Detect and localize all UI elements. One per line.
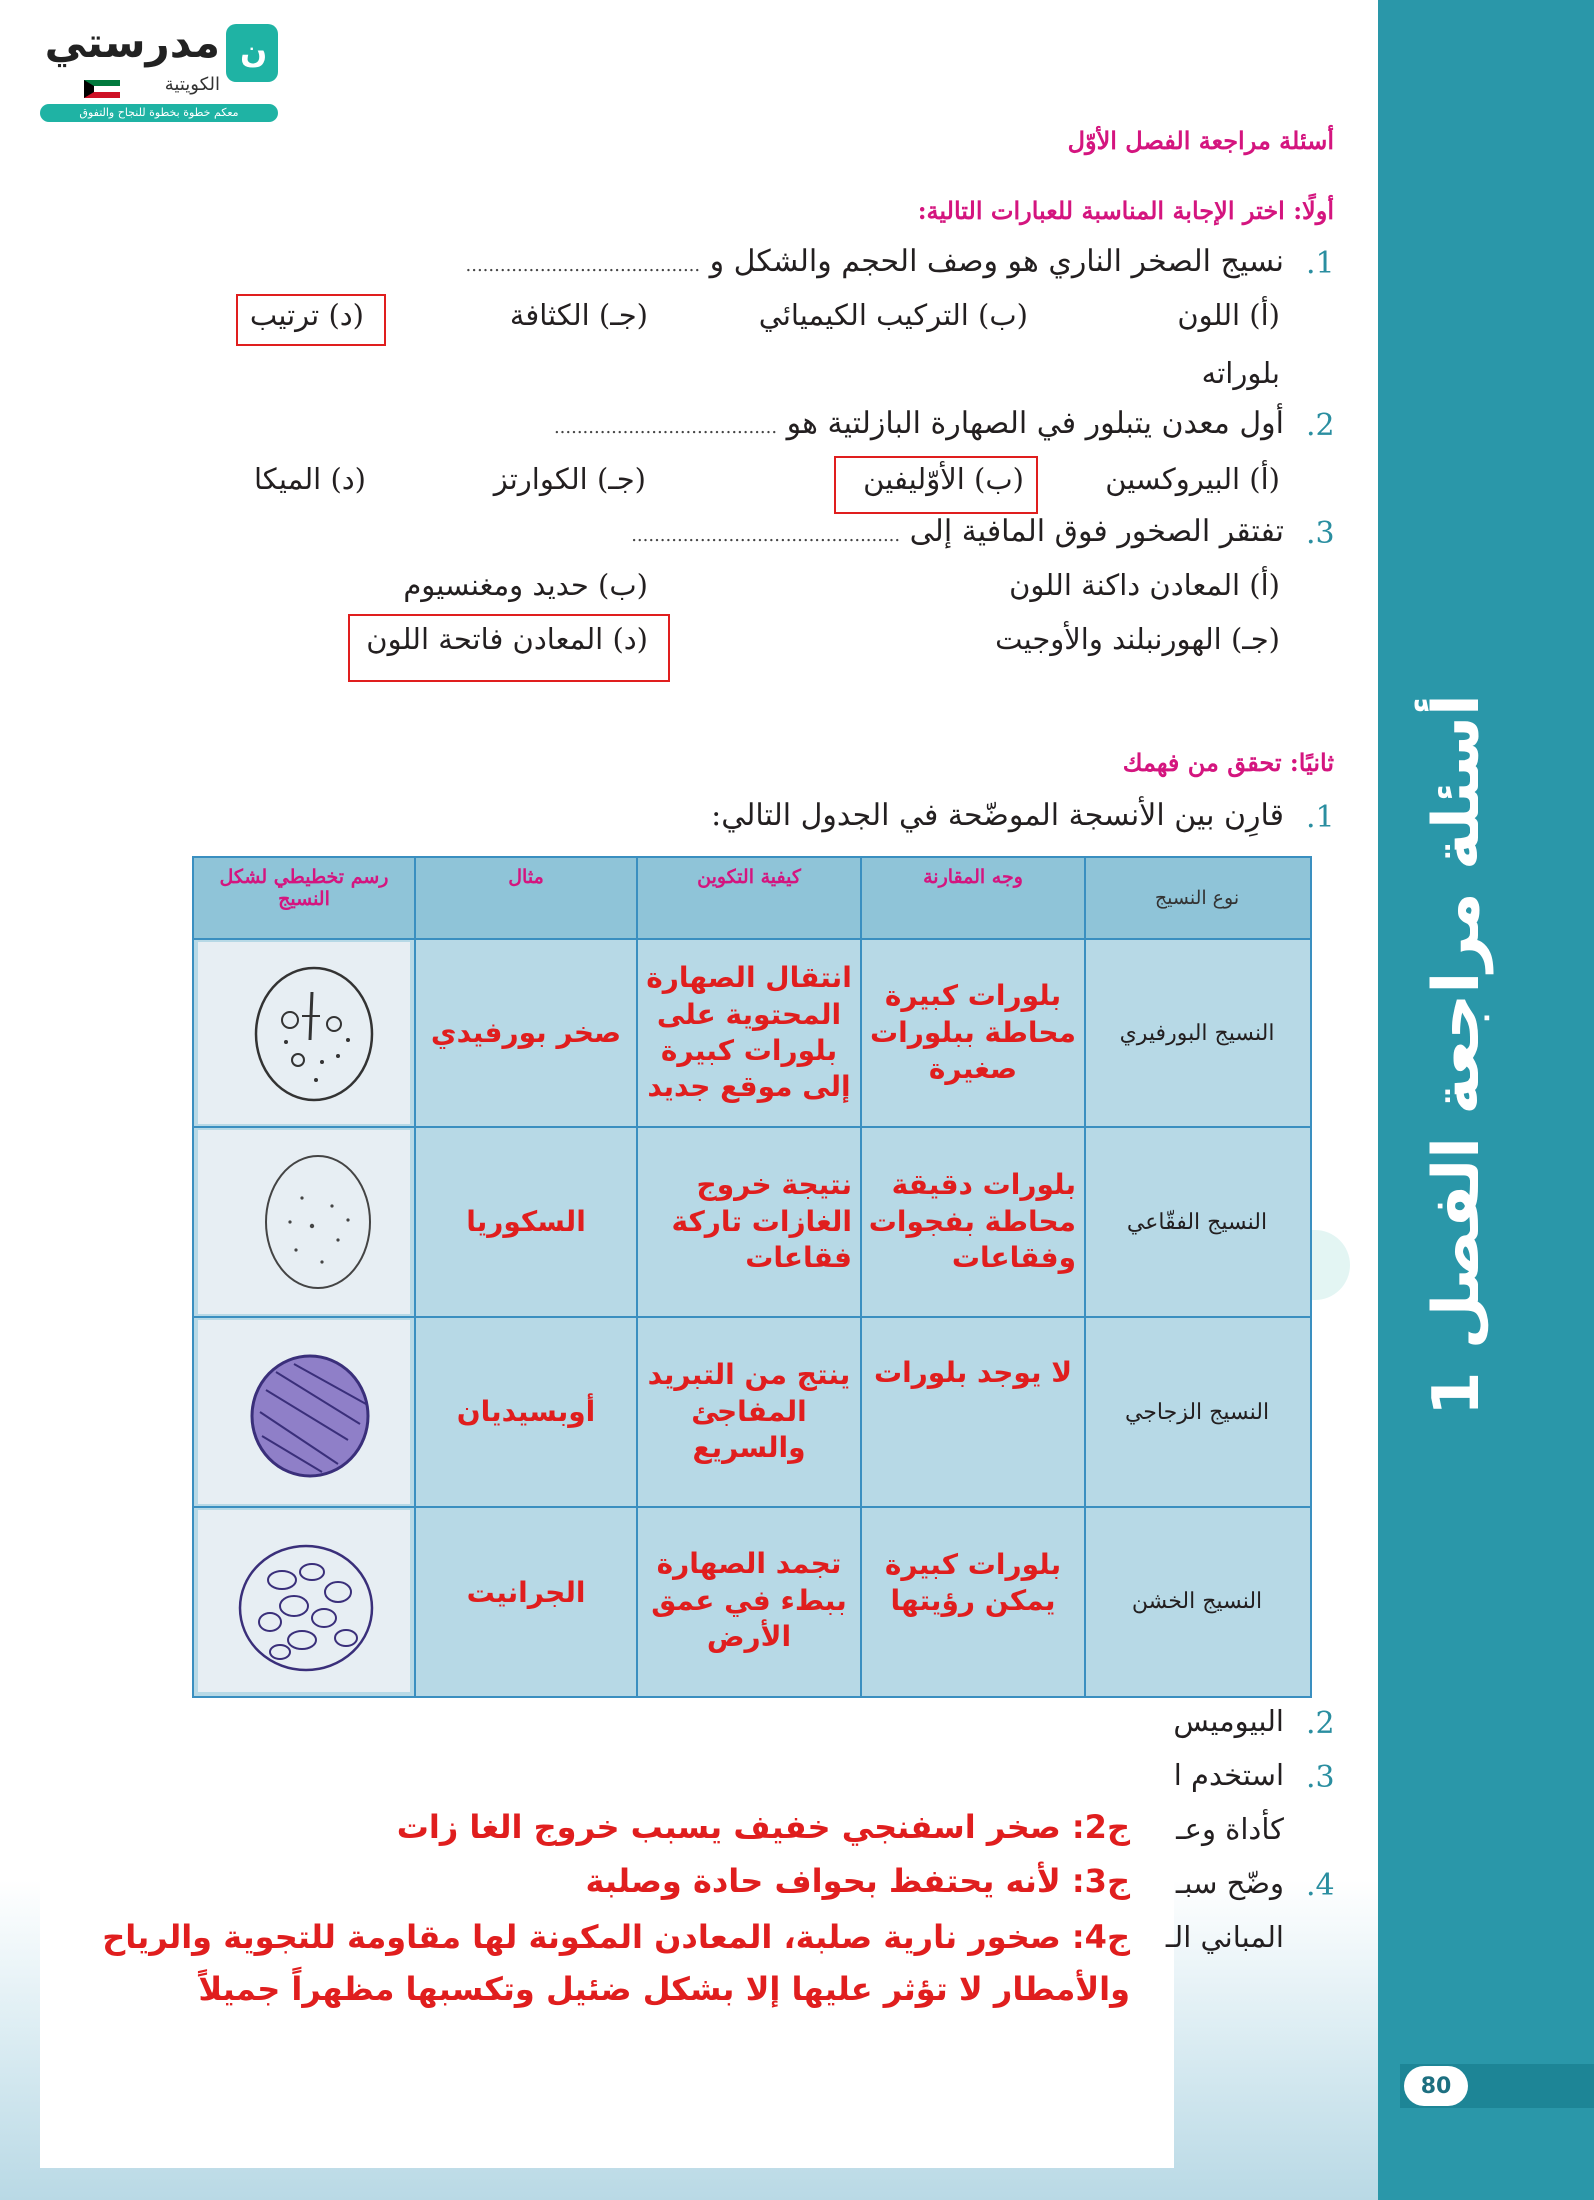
s2-q2-text: البيوميس xyxy=(1173,1704,1284,1738)
glassy-sketch-icon xyxy=(198,1320,410,1504)
answer-2: ج2: صخر اسفنجي خفيف يسبب خروج الغا زات xyxy=(396,1808,1130,1846)
answer-3: ج3: لأنه يحتفظ بحواف حادة وصلبة xyxy=(585,1862,1130,1900)
row2-formation: نتيجة خروج الغازات تاركة فقاعات xyxy=(671,1168,852,1275)
answer-4-line2: والأمطار لا تؤثر عليها إلا بشكل ضئيل وتكسبها مظهراً جميلاً xyxy=(198,1970,1130,2008)
logo-sub: الكويتية xyxy=(164,74,220,95)
q3-option-a: (أ) المعادن داكنة اللون xyxy=(1009,568,1280,602)
q1-option-d: (د) ترتيب xyxy=(249,298,364,332)
s2-q3-text: استخدم ا xyxy=(1173,1758,1284,1792)
q2-option-b: (ب) الأوّليفين xyxy=(863,462,1024,496)
q2-option-d: (د) الميكا xyxy=(253,462,366,496)
s2-q4-continuation: المباني الـ xyxy=(1165,1920,1284,1954)
q3-option-d: (د) المعادن فاتحة اللون xyxy=(366,622,648,656)
s2-q3-continuation: كأداة وعـ xyxy=(1176,1812,1284,1846)
q2-option-c: (جـ) الكوارتز xyxy=(493,462,646,496)
logo xyxy=(40,18,280,118)
q3-option-b: (ب) حديد ومغنسيوم xyxy=(403,568,648,602)
header-sketch: رسم تخطيطي لشكل النسيج xyxy=(219,866,389,910)
row1-comparison: بلورات كبيرة محاطة ببلورات صغيرة xyxy=(870,979,1076,1086)
s2-q1-number: .1 xyxy=(1306,800,1335,835)
logo-tagline: معكم خطوة بخطوة للنجاح والتفوق xyxy=(40,104,278,122)
q1-text: نسيج الصخر الناري هو وصف الحجم والشكل و ......................................... xyxy=(465,244,1284,279)
row1-sketch xyxy=(198,942,410,1124)
q2-text: أول معدن يتبلور في الصهارة البازلتية هو ....................................... xyxy=(553,406,1284,441)
row2-type: النسيج الفقّاعي xyxy=(1126,1209,1268,1235)
section1-heading: أولًا: اختر الإجابة المناسبة للعبارات التالية: xyxy=(917,196,1334,225)
q1-number: .1 xyxy=(1306,246,1335,281)
row3-comparison: لا يوجد بلورات xyxy=(873,1355,1073,1389)
q3-option-c: (جـ) الهورنبلند والأوجيت xyxy=(995,622,1280,656)
row2-example: السكوريا xyxy=(466,1204,586,1238)
q1-option-b: (ب) التركيب الكيميائي xyxy=(758,298,1028,332)
logo-badge-icon: ن xyxy=(226,24,278,82)
row4-type: النسيج الخشن xyxy=(1131,1588,1263,1614)
q1-option-c: (جـ) الكثافة xyxy=(509,298,648,332)
row2-comparison: بلورات دقيقة محاطة بفجوات وفقاعات xyxy=(868,1168,1076,1275)
sidebar-chapter-title: أسئلة مراجعة الفصل 1 xyxy=(1420,694,1494,1416)
q2-answer-box xyxy=(834,456,1038,514)
row2-sketch xyxy=(198,1130,410,1314)
s2-q2-number: .2 xyxy=(1306,1706,1335,1741)
porphyritic-sketch-icon xyxy=(198,942,410,1124)
row1-type: النسيج البورفيري xyxy=(1119,1020,1275,1046)
q1-continuation: بلوراته xyxy=(1201,356,1280,390)
header-example: مثال xyxy=(508,866,544,888)
s2-q1-text: قارِن بين الأنسجة الموضّحة في الجدول التالي: xyxy=(711,798,1284,833)
q3-text: تفتقر الصخور فوق المافية إلى ............................................... xyxy=(631,514,1284,549)
row3-example: أوبسيديان xyxy=(456,1394,596,1428)
row3-type: النسيج الزجاجي xyxy=(1124,1399,1270,1425)
s2-q4-number: .4 xyxy=(1306,1868,1335,1903)
coarse-sketch-icon xyxy=(198,1510,410,1692)
q1-answer-box xyxy=(236,294,386,346)
q2-option-a: (أ) البيروكسين xyxy=(1105,462,1280,496)
row3-sketch xyxy=(198,1320,410,1504)
vesicular-sketch-icon xyxy=(198,1130,410,1314)
row4-comparison: بلورات كبيرة يمكن رؤيتها xyxy=(884,1547,1062,1617)
page-title: أسئلة مراجعة الفصل الأوّل xyxy=(1067,126,1334,155)
q3-number: .3 xyxy=(1306,516,1335,551)
q1-option-a: (أ) اللون xyxy=(1177,298,1280,332)
row4-formation: تجمد الصهارة ببطء في عمق الأرض xyxy=(651,1547,847,1654)
row4-sketch xyxy=(198,1510,410,1692)
s2-q3-number: .3 xyxy=(1306,1760,1335,1795)
row4-example: الجرانيت xyxy=(466,1575,586,1609)
s2-q4-text: وضّح سبـ xyxy=(1175,1866,1284,1900)
row1-formation: انتقال الصهارة المحتوية على بلورات كبيرة إلى موقع جديد xyxy=(646,961,852,1104)
answer-4-line1: ج4: صخور نارية صلبة، المعادن المكونة لها مقاومة للتجوية والرياح xyxy=(102,1918,1130,1956)
q3-answer-box xyxy=(348,614,670,682)
page-number: 80 xyxy=(1404,2066,1468,2106)
logo-name: مدرستي xyxy=(44,18,220,67)
kuwait-flag-icon xyxy=(84,80,120,98)
header-comparison: وجه المقارنة xyxy=(923,866,1023,888)
texture-comparison-table xyxy=(192,856,1312,1698)
header-texture-type: نوع النسيج xyxy=(1154,887,1240,909)
section2-heading: ثانيًا: تحقق من فهمك xyxy=(1122,748,1334,777)
row1-example: صخر بورفيدي xyxy=(430,1015,622,1049)
header-formation: كيفية التكوين xyxy=(697,866,801,888)
row3-formation: ينتج من التبريد المفاجئ والسريع xyxy=(647,1358,851,1465)
q2-number: .2 xyxy=(1306,408,1335,443)
